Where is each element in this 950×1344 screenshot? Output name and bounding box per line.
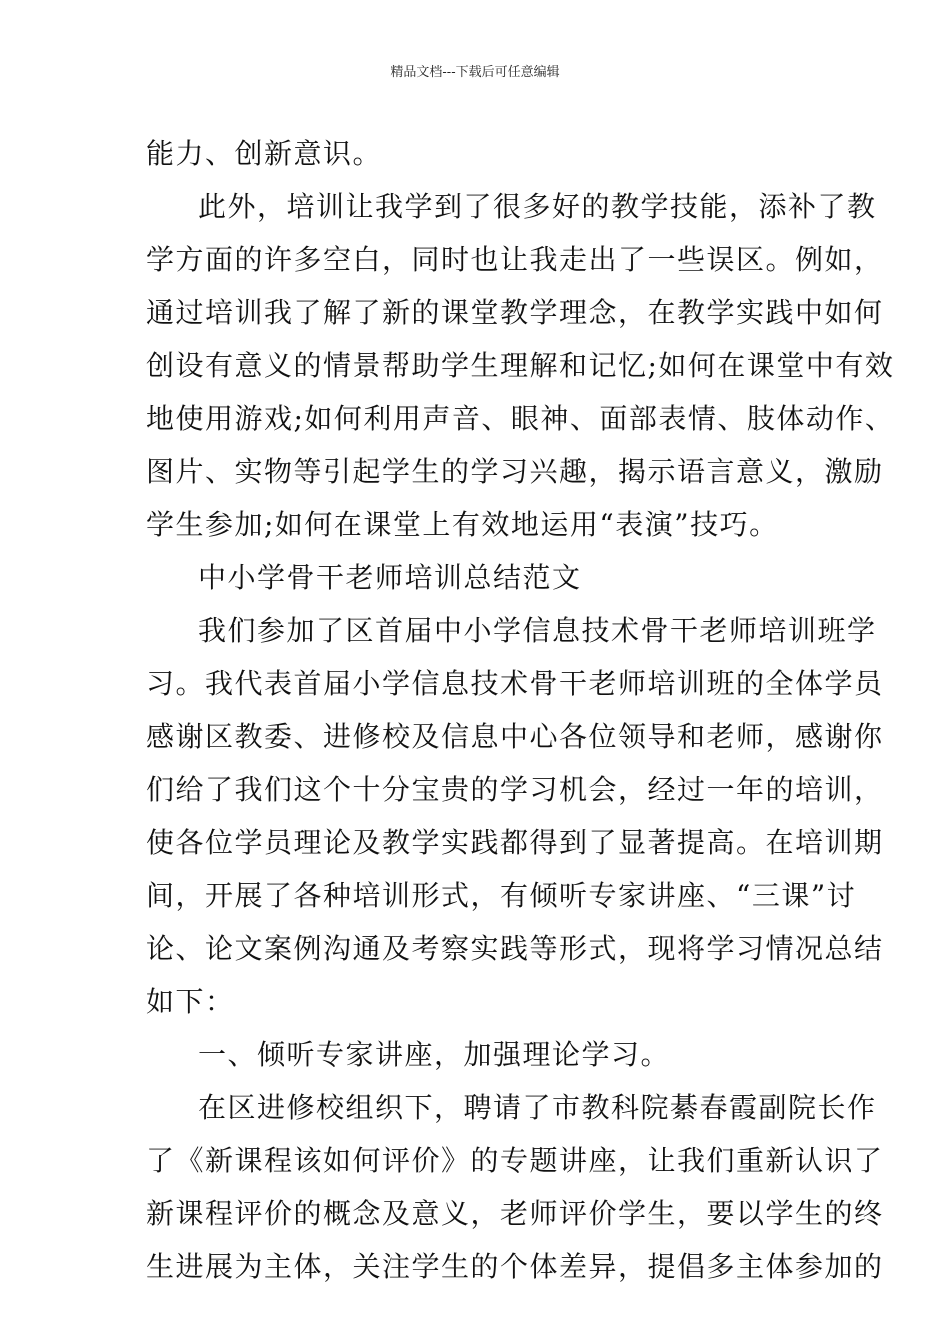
text-line: 了《新课程该如何评价》的专题讲座，让我们重新认识了 (146, 1144, 884, 1177)
text-line: 一、倾听专家讲座，加强理论学习。 (198, 1038, 671, 1071)
document-body (146, 127, 895, 1293)
text-line: 中小学骨干老师培训总结范文 (198, 561, 582, 594)
text-line: 如下： (146, 985, 235, 1018)
text-line: 在区进修校组织下，聘请了市教科院綦春霞副院长作 (198, 1091, 877, 1124)
text-line: 生进展为主体，关注学生的个体差异，提倡多主体参加的 (146, 1250, 884, 1283)
text-line: 使各位学员理论及教学实践都得到了显著提高。在培训期 (146, 826, 884, 859)
text-line: 能力、创新意识。 (146, 137, 383, 170)
text-line: 我们参加了区首届中小学信息技术骨干老师培训班学 (198, 614, 877, 647)
text-line: 通过培训我了解了新的课堂教学理念，在教学实践中如何 (146, 296, 884, 329)
text-line: 学生参加;如何在课堂上有效地运用“表演”技巧。 (146, 508, 779, 541)
text-line: 感谢区教委、进修校及信息中心各位领导和老师，感谢你 (146, 720, 884, 753)
text-line: 地使用游戏;如何利用声音、眼神、面部表情、肢体动作、 (146, 402, 895, 435)
text-line: 习。我代表首届小学信息技术骨干老师培训班的全体学员 (146, 667, 884, 700)
text-line: 论、论文案例沟通及考察实践等形式，现将学习情况总结 (146, 932, 884, 965)
text-line: 学方面的许多空白，同时也让我走出了一些误区。例如， (146, 243, 884, 276)
text-line: 们给了我们这个十分宝贵的学习机会，经过一年的培训， (146, 773, 884, 806)
text-line: 图片、实物等引起学生的学习兴趣，揭示语言意义，激励 (146, 455, 884, 488)
page-header: 精品文档---下载后可任意编辑 (390, 65, 560, 80)
text-line: 此外，培训让我学到了很多好的教学技能，添补了教 (198, 190, 877, 223)
text-line: 创设有意义的情景帮助学生理解和记忆;如何在课堂中有效 (146, 349, 895, 382)
text-line: 新课程评价的概念及意义，老师评价学生，要以学生的终 (146, 1197, 884, 1230)
text-line: 间，开展了各种培训形式，有倾听专家讲座、“三课”讨 (146, 879, 857, 912)
